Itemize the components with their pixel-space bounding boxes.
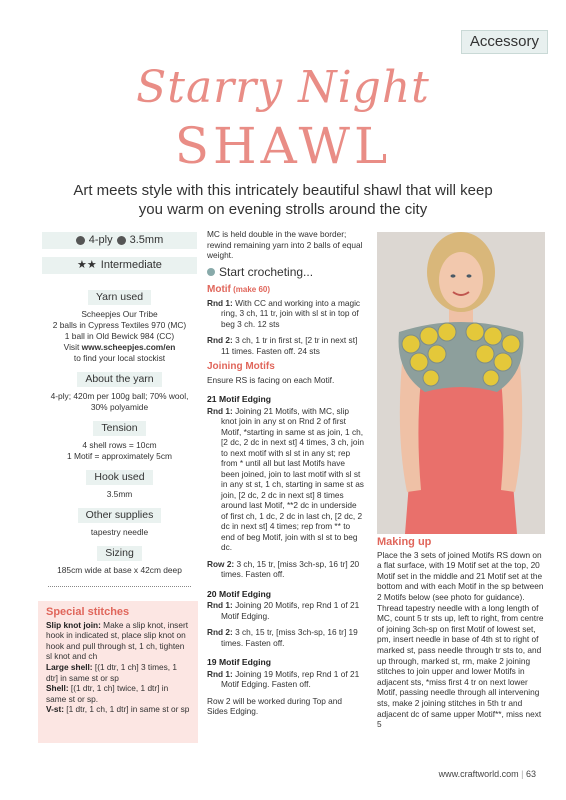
- title-script: Starry Night: [136, 62, 430, 113]
- e19-row2-note: Row 2 will be worked during Top and Sides Edging.: [207, 695, 342, 716]
- motif-rnd1: [207, 298, 365, 330]
- making-up-heading: Making up: [377, 536, 432, 548]
- tension-heading: Tension: [93, 421, 145, 436]
- bullet-icon: [207, 268, 215, 276]
- stitch-item: [46, 620, 190, 662]
- stockist-line: [42, 342, 197, 353]
- yarn-line: 2 balls in Cypress Textiles 970 (MC): [52, 320, 187, 330]
- stitch-text: Make a slip knot, insert hook in indicated st, place slip knot on hook and pull through st, 1 ch, tighten sl knot and ch: [46, 619, 189, 662]
- rnd-text: Joining 20 Motifs, rep Rnd 1 of 21 Motif Edging.: [221, 600, 360, 621]
- stitch-text: [(1 dtr, 1 ch] twice, 1 dtr] in same st or sp.: [46, 683, 169, 704]
- title-main: SHAWL: [174, 117, 392, 175]
- stitches-heading: Special stitches: [46, 606, 130, 618]
- joining-text: Ensure RS is facing on each Motif.: [207, 374, 335, 385]
- ply-label: 4-ply: [88, 234, 113, 246]
- motif-title: Motif: [207, 284, 231, 295]
- stitch-text: [1 dtr, 1 ch, 1 dtr] in same st or sp: [63, 704, 190, 715]
- special-stitches-box: [38, 601, 198, 743]
- e21-rnd1: [207, 406, 365, 553]
- footer-site[interactable]: www.craftworld.com: [438, 769, 519, 779]
- stitch-item: [46, 662, 190, 683]
- divider: [48, 586, 191, 587]
- stitch-item: [46, 683, 190, 704]
- page-number: 63: [525, 769, 536, 779]
- supplies-text: tapestry needle: [90, 527, 149, 537]
- stockist-link[interactable]: www.scheepjes.com/en: [81, 342, 176, 352]
- e21-row2: [207, 559, 365, 580]
- hook-size: 3.5mm: [106, 489, 133, 499]
- hook-label: 3.5mm: [129, 234, 164, 246]
- yarn-ball-icon: [76, 236, 85, 245]
- pattern-column: [207, 229, 365, 717]
- rnd-text: Joining 21 Motifs, with MC, slip knot join in any st on Rnd 2 of first Motif, *starting in same st as join, 1 ch, [2 dc, 2 dc in next st] 4 times, 3 ch, join to next motif with sl st in any st; rep from * until all but last Motifs have been joined, join to last motif with sl st in any st st, 1 ch, starting in same st as join, [2 dc, 2 dc in next st] 8 times around last Motif, **2 dc in underside of first ch, 1 dc, 2 dc in last ch, [2 dc, 2 dc in next st] 4 times; rep from ** to end of beg Motif, join with sl st to beg dc.: [221, 405, 364, 552]
- visit-text: Visit: [63, 342, 82, 352]
- level-label: Intermediate: [100, 259, 162, 271]
- stitch-item: [46, 704, 190, 715]
- tension-line: 4 shell rows = 10cm: [82, 440, 157, 450]
- rnd-text: 3 ch, 15 tr, [miss 3ch-sp, 16 tr] 19 times. Fasten off.: [221, 627, 358, 648]
- stitch-term: Shell:: [46, 683, 69, 694]
- start-heading: [207, 264, 365, 279]
- motif-heading: [207, 285, 365, 296]
- rnd-label: Rnd 2:: [207, 335, 233, 345]
- footer-separator: |: [521, 769, 524, 779]
- joining-heading: Joining Motifs: [207, 361, 275, 372]
- standfirst: Art meets style with this intricately beautiful shawl that will keep you warm on evening strolls around the city: [73, 182, 493, 218]
- hook-icon: [117, 236, 126, 245]
- rnd-label: Row 2:: [207, 558, 235, 569]
- e21-heading: 21 Motif Edging: [207, 394, 271, 404]
- motif-rnd2: [207, 335, 365, 356]
- ply-hook-badge: [42, 232, 197, 249]
- yarn-heading: Yarn used: [88, 290, 151, 305]
- rnd-text: 3 ch, 15 tr, [miss 3ch-sp, 16 tr] 20 times. Fasten off.: [221, 558, 360, 579]
- e20-heading: 20 Motif Edging: [207, 588, 271, 599]
- rnd-text: With CC and working into a magic ring, 3 ch, 11 tr, join with sl st in top of beg 3 ch. 12 sts: [221, 297, 361, 329]
- supplies-heading: Other supplies: [78, 508, 162, 523]
- e20-rnd1: [207, 600, 365, 621]
- rnd-label: Rnd 1:: [207, 405, 233, 416]
- start-label: Start crocheting...: [219, 264, 314, 279]
- section-tag: Accessory: [461, 30, 548, 54]
- e19-heading: 19 Motif Edging: [207, 657, 271, 667]
- sizing-heading: Sizing: [97, 546, 142, 561]
- hook-heading: Hook used: [86, 470, 152, 485]
- stitch-term: Large shell:: [46, 661, 93, 672]
- stitch-term: Slip knot join:: [46, 619, 101, 630]
- rnd-text: 3 ch, 1 tr in first st, [2 tr in next st] 11 times. Fasten off. 24 sts: [221, 335, 358, 356]
- stitch-term: V-st:: [46, 704, 64, 715]
- rnd-label: Rnd 2:: [207, 627, 233, 637]
- page-footer: [439, 769, 536, 779]
- about-text: 4-ply; 420m per 100g ball; 70% wool, 30% polyamide: [50, 391, 189, 412]
- rnd-text: Joining 19 Motifs, rep Rnd 1 of 21 Motif Edging. Fasten off.: [221, 668, 360, 689]
- motif-count: (make 60): [230, 285, 271, 294]
- tension-line: 1 Motif = approximately 5cm: [67, 451, 172, 461]
- sizing-text: 185cm wide at base x 42cm deep: [57, 565, 182, 575]
- level-stars: ★★: [77, 259, 97, 271]
- stockist-note: to find your local stockist: [73, 353, 166, 363]
- e19-rnd1: [207, 669, 365, 690]
- level-badge: [42, 257, 197, 274]
- yarn-line: Scheepjes Our Tribe: [81, 309, 158, 319]
- e20-rnd2: [207, 627, 365, 648]
- making-up-text: Place the 3 sets of joined Motifs RS down on a flat surface, with 19 Motif set at the top, 20 Motif set in the middle and 21 Motif set at the bottom and with each Motif in the sp between 2 Motifs below (see photo for guidance). Thread tapestry needle with a long length of MC, count 5 tr sts up, left to right, from centre of joining 3ch-sp on first Motif of lowest set, pm, insert needle in base of 4th st to right of marked st, pass needle through tr sts to, and up through, marked st, rm, make 2 joining stitches to join upper and lower Motifs in adjacent sts, *miss first 4 tr on next lower Motif, passing needle through all intervening sts, make 2 joining stitches in 5th tr and adjacent dc of same upper Motif**, miss next 5: [377, 549, 544, 730]
- pattern-intro: MC is held double in the wave border; rewind remaining yarn into 2 balls of equal weight.: [207, 229, 363, 260]
- yarn-line: 1 ball in Old Bewick 984 (CC): [64, 331, 175, 341]
- about-heading: About the yarn: [77, 372, 161, 387]
- stitch-text: [(1 dtr, 1 ch] 3 times, 1 dtr] in same st or sp: [46, 661, 177, 683]
- model-illustration: [377, 232, 545, 534]
- rnd-label: Rnd 1:: [207, 297, 233, 308]
- rnd-label: Rnd 1:: [207, 600, 233, 610]
- making-up-column: [377, 537, 545, 730]
- rnd-label: Rnd 1:: [207, 668, 233, 679]
- model-photo: [377, 232, 545, 534]
- specs-column: [42, 228, 197, 597]
